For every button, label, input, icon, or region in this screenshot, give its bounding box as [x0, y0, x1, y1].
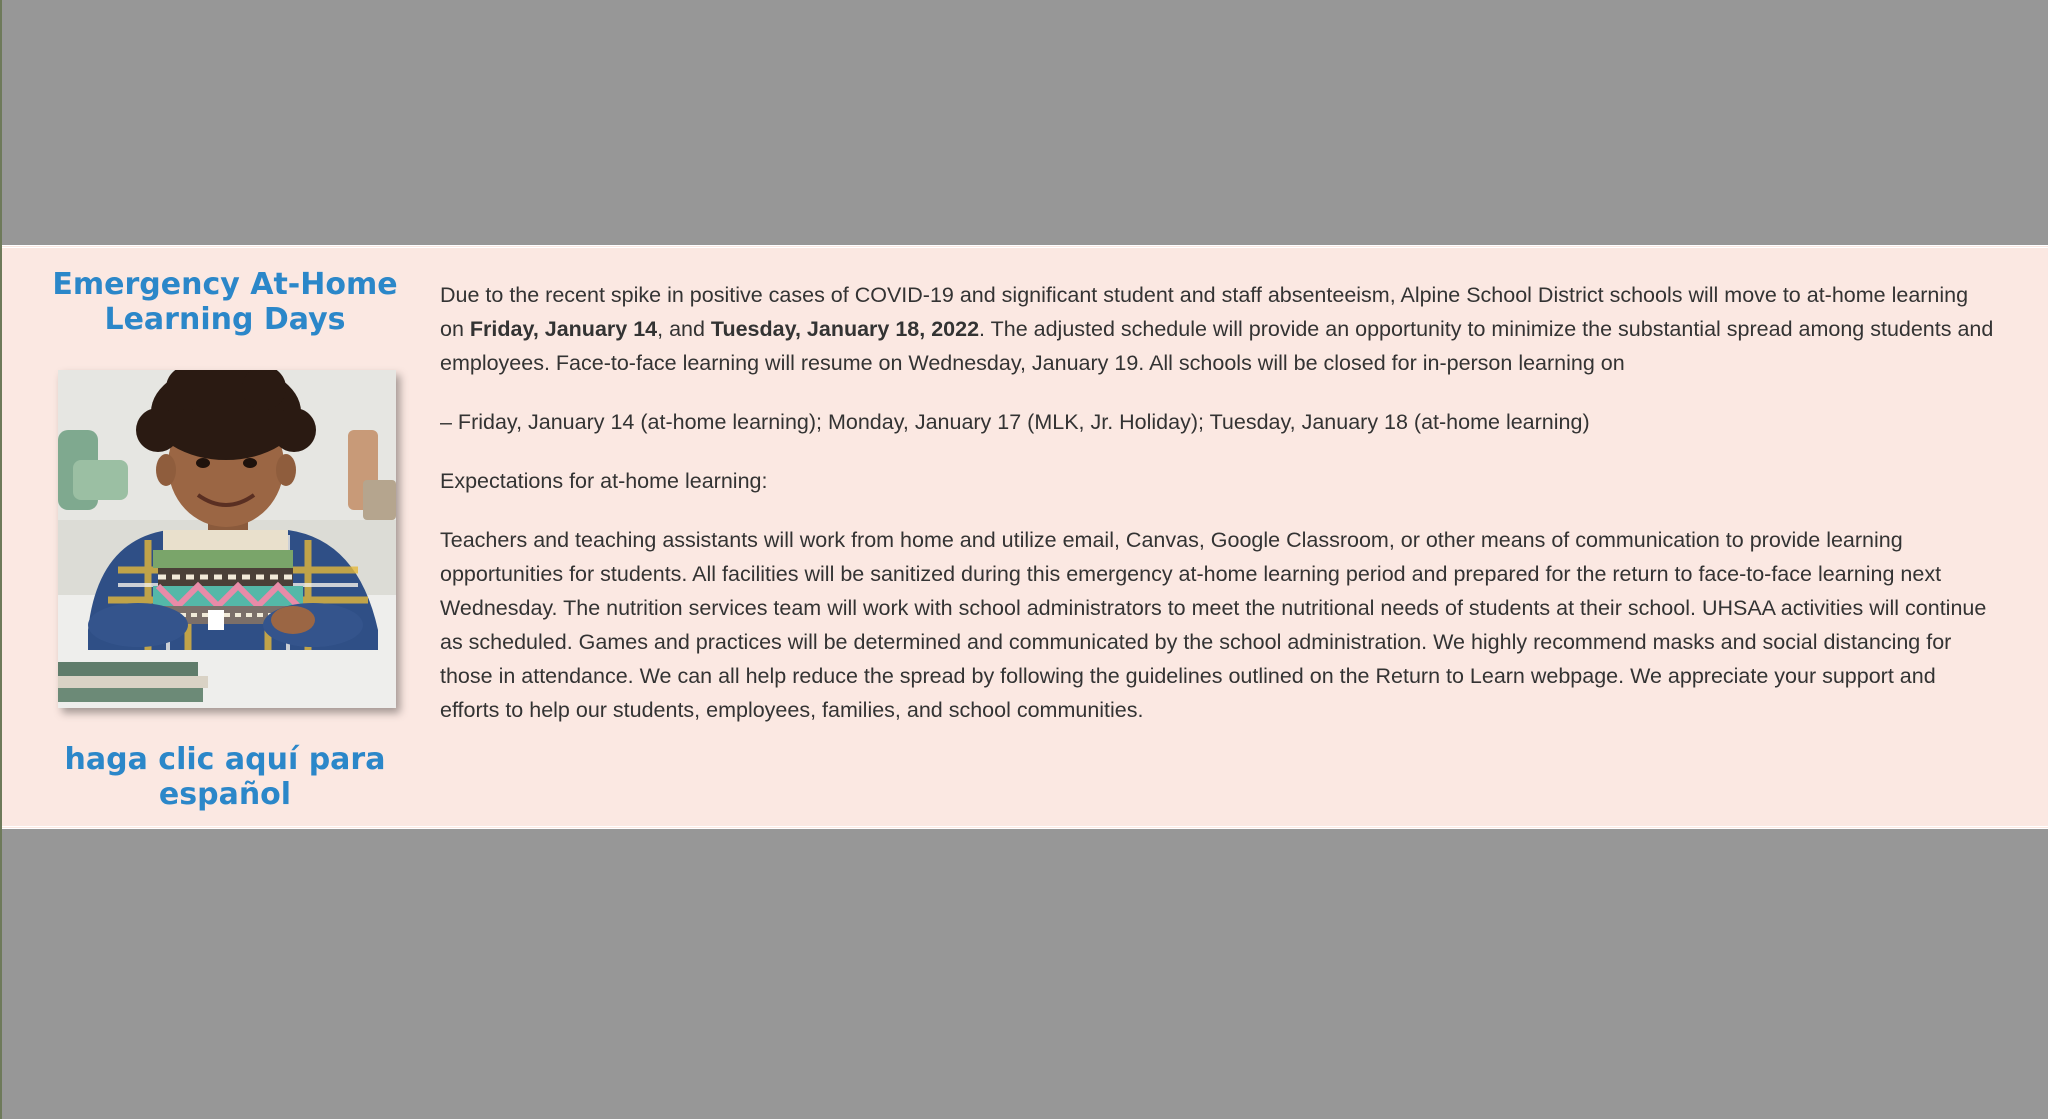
announcement-text-part3: . The adjusted schedule will provide an opportunity to minimize the substantial spread among students and employees. Face-to-face learning will resume on Wednesday, January 19. All schools will be closed for in-person learning on [440, 317, 1994, 375]
alert-left-column [2, 248, 448, 826]
expectations-body: Teachers and teaching assistants will work from home and utilize email, Canvas, Google Classroom, or other means of communication to provide learning opportunities for students. All facilities will be sanitized during this emergency at-home learning period and prepared for the return to face-to-face learning next Wednesday. The nutrition services team will work with school administrators to meet the nutritional needs of students at their school. UHSAA activities will continue as scheduled. Games and practices will be determined and communicated by the school administration. We highly recommend masks and social distancing for those in attendance. We can all help reduce the spread by following the guidelines outlined on the Return to Learn webpage. We appreciate your support and efforts to help our students, employees, families, and school communities. [440, 528, 1987, 722]
announcement-date-1: Friday, January 14 [469, 317, 658, 341]
alert-title: Emergency At-Home Learning Days [52, 267, 398, 337]
student-photo-illustration [58, 370, 396, 708]
announcement-paragraph [440, 278, 1995, 380]
spanish-version-link[interactable]: haga clic aquí para español [64, 742, 386, 812]
student-photo [58, 370, 396, 708]
announcement-date-2: Tuesday, January 18, 2022 [710, 317, 980, 341]
announcement-text-part2: , and [657, 317, 711, 341]
emergency-alert-banner [2, 245, 2048, 829]
alert-content [440, 278, 1995, 752]
expectations-heading: Expectations for at-home learning: [440, 469, 768, 493]
announcement-text-part1: Due to the recent spike in positive cases of COVID-19 and significant student and staff absenteeism, Alpine School District schools will move to at-home learning on [440, 283, 1969, 341]
schedule-line: – Friday, January 14 (at-home learning); Monday, January 17 (MLK, Jr. Holiday); Tuesday, January 18 (at-home learning) [440, 410, 1590, 434]
